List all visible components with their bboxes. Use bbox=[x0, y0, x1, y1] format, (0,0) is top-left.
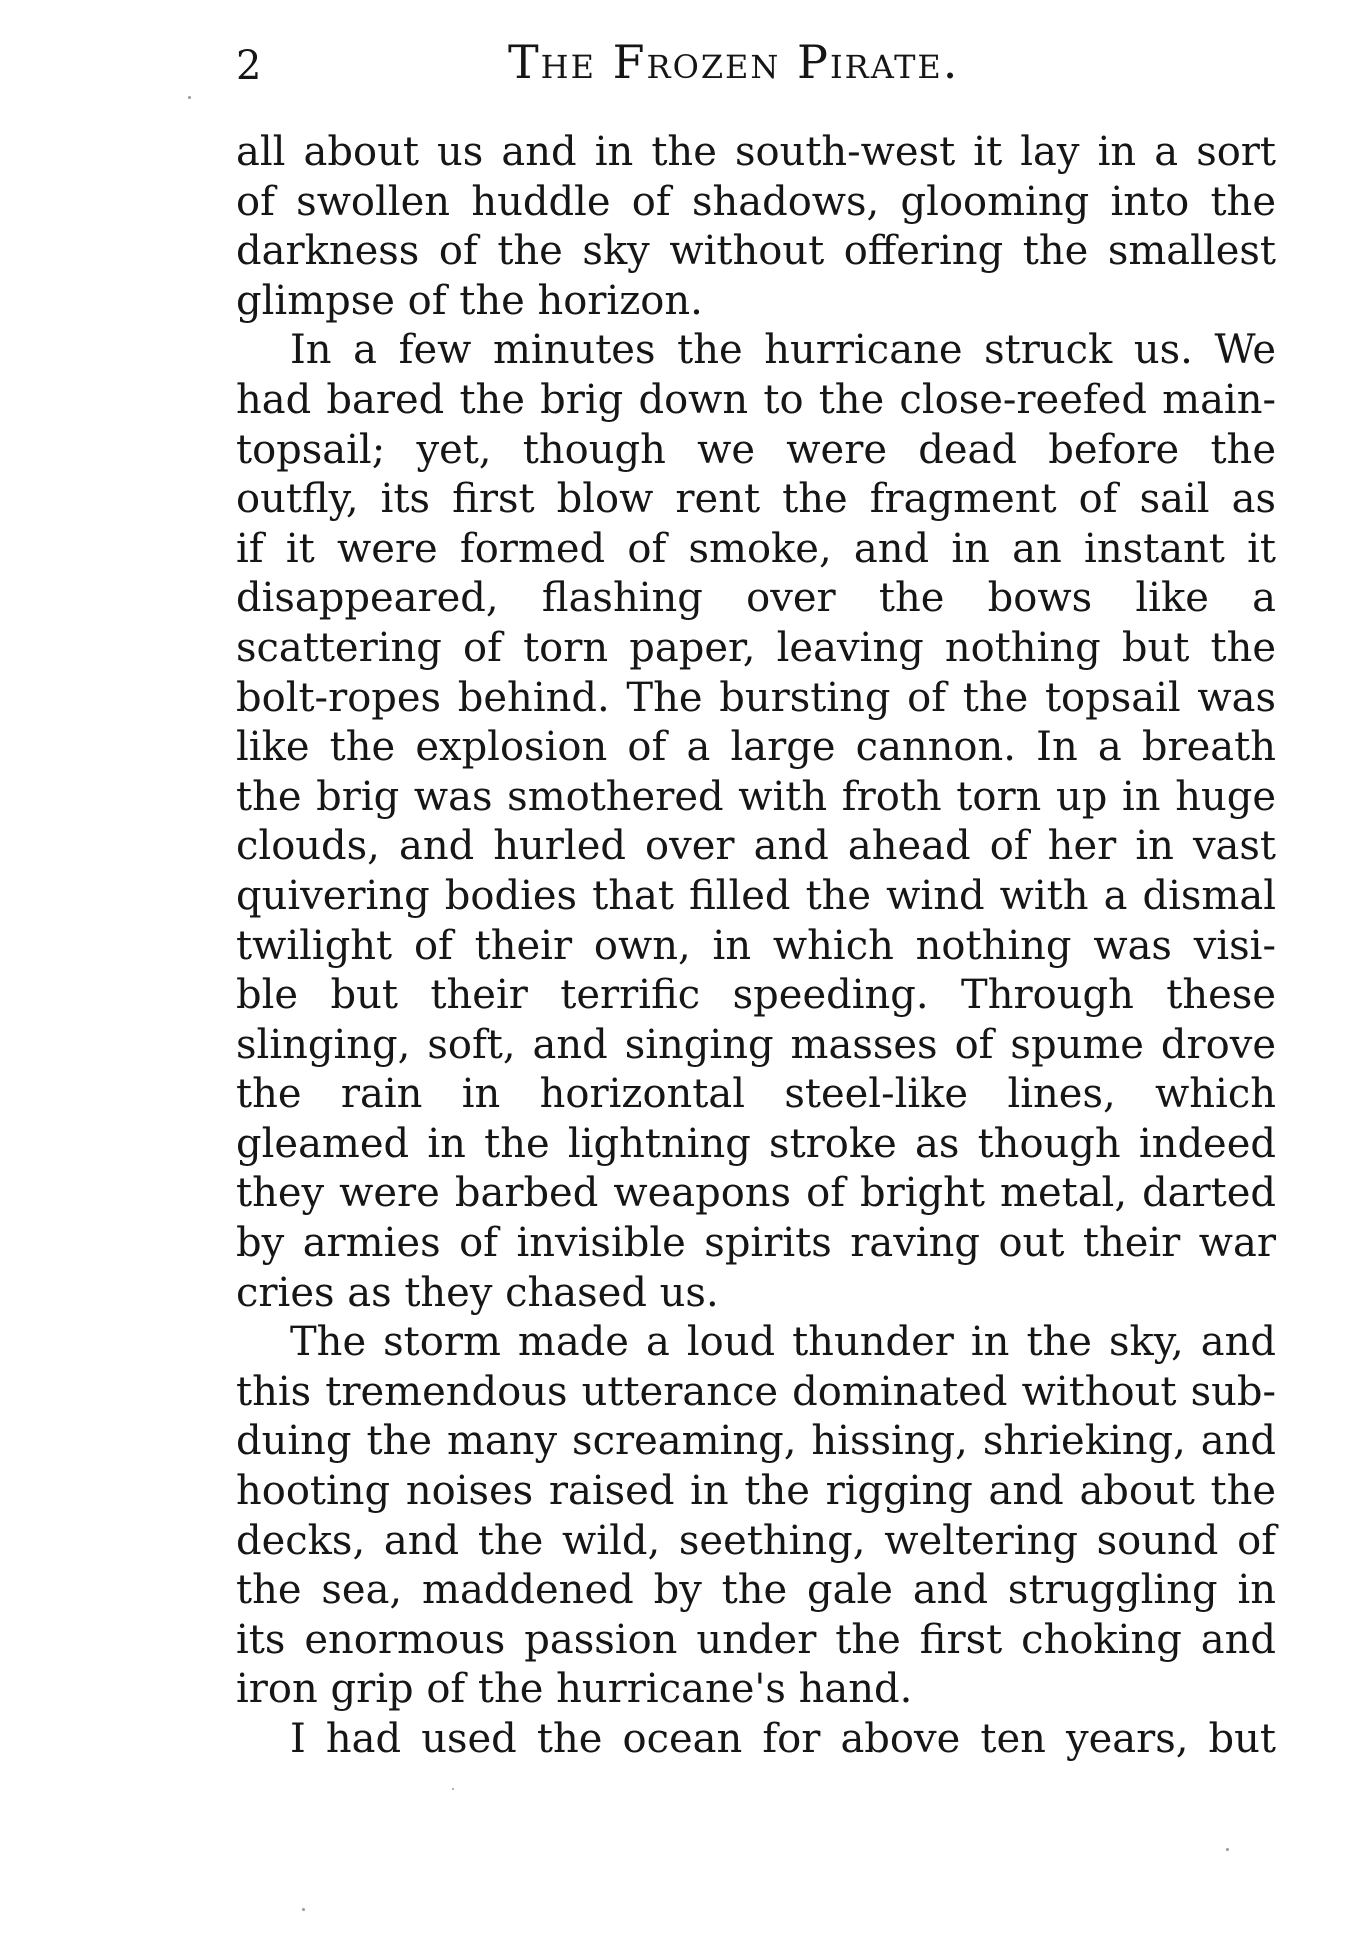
text-line: scattering of torn paper, leaving nothing but the bbox=[236, 624, 1276, 671]
text-line: cries as they chased us. bbox=[236, 1269, 719, 1316]
paper-speck bbox=[302, 1908, 305, 1911]
text-line: of swollen huddle of shadows, glooming into the bbox=[236, 178, 1276, 225]
text-line: duing the many screaming, hissing, shrieking, and bbox=[236, 1418, 1276, 1465]
paper-speck bbox=[188, 96, 191, 99]
text-line: had bared the brig down to the close-reefed main- bbox=[236, 376, 1276, 423]
text-line: bolt-ropes behind. The bursting of the topsail was bbox=[236, 674, 1276, 721]
text-line: ble but their terrific speeding. Through these bbox=[236, 972, 1276, 1019]
text-line: twilight of their own, in which nothing was visi- bbox=[236, 922, 1276, 969]
text-line: topsail; yet, though we were dead before the bbox=[236, 426, 1276, 473]
text-line: clouds, and hurled over and ahead of her in vast bbox=[236, 823, 1276, 870]
text-line: outfly, its first blow rent the fragment of sail as bbox=[236, 476, 1276, 523]
text-line: by armies of invisible spirits raving out their war bbox=[236, 1220, 1276, 1267]
text-line: glimpse of the horizon. bbox=[236, 277, 703, 324]
body-text bbox=[236, 128, 1276, 1765]
paper-speck bbox=[452, 1788, 454, 1790]
page-number: 2 bbox=[236, 43, 262, 89]
text-line: In a few minutes the hurricane struck us. We bbox=[290, 327, 1276, 374]
text-line: this tremendous utterance dominated without sub- bbox=[236, 1368, 1276, 1415]
text-line: quivering bodies that filled the wind with a dismal bbox=[236, 872, 1276, 919]
text-line: all about us and in the south-west it lay in a sort bbox=[236, 129, 1276, 175]
text-line: like the explosion of a large cannon. In a breath bbox=[236, 724, 1276, 771]
text-line: they were barbed weapons of bright metal, darted bbox=[236, 1170, 1276, 1217]
text-line: The storm made a loud thunder in the sky, and bbox=[290, 1319, 1276, 1366]
page-header bbox=[228, 30, 1278, 90]
text-line: hooting noises raised in the rigging and about the bbox=[236, 1468, 1276, 1515]
running-title: The Frozen Pirate. bbox=[508, 35, 960, 89]
text-line: if it were formed of smoke, and in an instant it bbox=[236, 525, 1276, 572]
text-line: disappeared, flashing over the bows like a bbox=[236, 575, 1276, 622]
text-line: slinging, soft, and singing masses of spume drove bbox=[236, 1021, 1276, 1068]
text-line: I had used the ocean for above ten years, but bbox=[290, 1716, 1276, 1762]
text-line: darkness of the sky without offering the smallest bbox=[236, 228, 1276, 275]
text-line: the sea, maddened by the gale and struggling in bbox=[236, 1567, 1276, 1614]
paper-speck bbox=[1226, 1848, 1229, 1851]
text-line: iron grip of the hurricane's hand. bbox=[236, 1666, 913, 1713]
text-line: gleamed in the lightning stroke as though indeed bbox=[236, 1120, 1276, 1167]
text-line: the rain in horizontal steel-like lines, which bbox=[236, 1071, 1276, 1118]
text-line: the brig was smothered with froth torn up in huge bbox=[236, 773, 1276, 820]
text-line: decks, and the wild, seething, weltering sound of bbox=[236, 1517, 1276, 1564]
text-line: its enormous passion under the first choking and bbox=[236, 1616, 1276, 1663]
